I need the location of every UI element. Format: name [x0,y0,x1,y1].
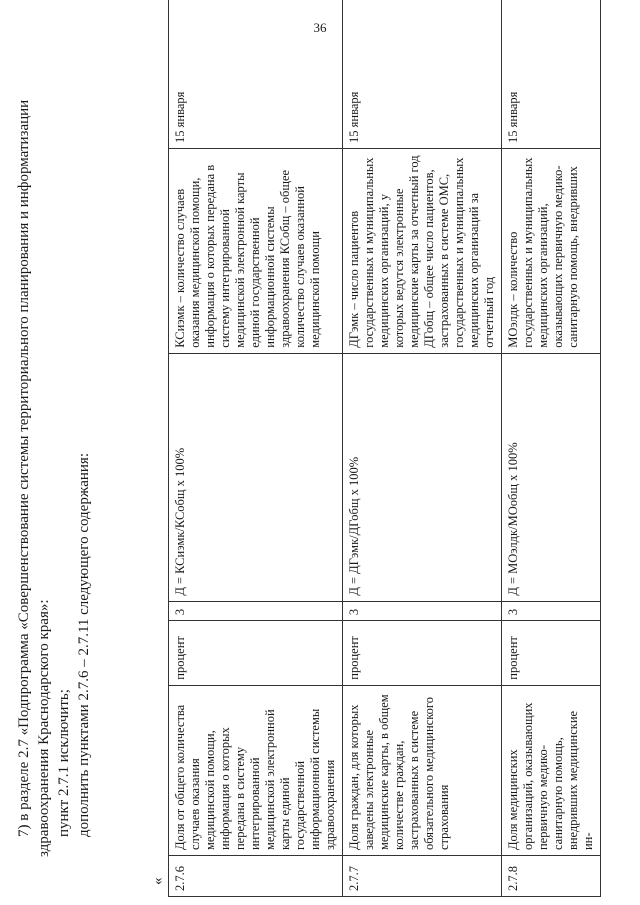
cell-code: 2.7.6 [169,856,343,897]
cell-formula: Д = МОэлдк/МОобщ х 100% [502,353,601,601]
cell-deadline: 15 января [169,0,343,148]
intro-text [14,37,94,857]
cell-code: 2.7.7 [343,856,502,897]
indicators-table [168,0,601,897]
cell-code: 2.7.8 [502,856,601,897]
cell-name: Доля медицинских организаций, оказывающих первичную медико-санитарную помощь, внедривших медицинские ин- [502,685,601,855]
cell-direction: 3 [343,601,502,620]
cell-deadline: 15 января [502,0,601,148]
intro-line-1: 7) в разделе 2.7 «Подпрограмма «Совершенствование системы территориального планирования и информатизации [16,99,32,837]
cell-description: КСиэмк – количество случаев оказания медицинской помощи, информация о которых передана в систему интегрированной медицинской электронной карты единой государственной информационной системы здравоохранения КСобщ – общее количество случаев оказанной медицинской помощи [169,148,343,353]
cell-direction: 3 [169,601,343,620]
intro-line-3: пункт 2.7.1 исключить; [56,689,72,837]
cell-formula: Д = ДГэмк/ДГобщ х 100% [343,353,502,601]
open-quote: « [150,877,166,885]
intro-line-2: здравоохранения Краснодарского края»: [36,599,52,857]
cell-name: Доля от общего количества случаев оказания медицинской помощи, информация о которых передана в систему интегрированной медицинской электронной карты единой государственной информационной системы здравоохранения [169,685,343,855]
cell-description: МОэлдк – количество государственных и муниципальных медицинских организаций, оказывающих первичную медико-санитарную помощь, внедривших [502,148,601,353]
table-row [502,0,601,897]
cell-description: ДГэмк – число пациентов государственных и муниципальных медицинских организаций, у которых ведутся электронные медицинские карты за отчетный год ДГобщ – общее число пациентов, застрахованных в системе ОМС, государственных и муниципальных медицинских организаций за отчетный год [343,148,502,353]
cell-name: Доля граждан, для которых заведены электронные медицинские карты, в общем количестве граждан, застрахованных в системе обязательного медицинского страхования [343,685,502,855]
cell-unit: процент [343,621,502,686]
table-row [343,0,502,897]
cell-deadline: 15 января [343,0,502,148]
page-number: 36 [313,20,327,35]
cell-formula: Д = КСиэмк/КСобщ х 100% [169,353,343,601]
cell-direction: 3 [502,601,601,620]
cell-unit: процент [502,621,601,686]
cell-unit: процент [169,621,343,686]
intro-line-4: дополнить пунктами 2.7.6 – 2.7.11 следующего содержания: [76,453,92,837]
table-row [169,0,343,897]
